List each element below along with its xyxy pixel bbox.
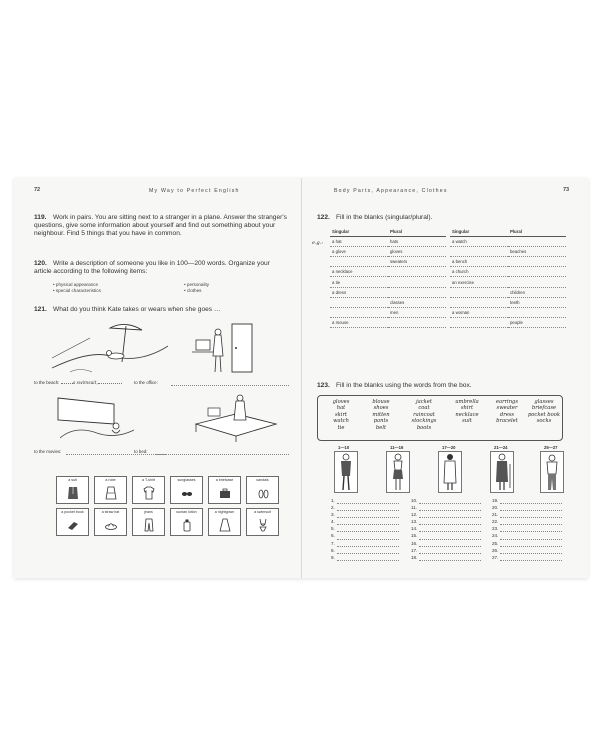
card-nightgown: a nightgown	[208, 508, 241, 536]
card-swimsuit: a swimsuit	[246, 508, 279, 536]
exercise-text: Fill in the blanks (singular/plural).	[336, 214, 433, 221]
exercise-text: Fill in the blanks using the words from the box.	[336, 382, 472, 389]
left-page-number: 72	[34, 187, 41, 193]
word-column: glasses briefcase pocket book socks	[527, 399, 560, 425]
answer-line: 17.	[411, 547, 481, 554]
example-marker: e.g.:	[312, 240, 324, 246]
exercise-number: 121.	[34, 306, 47, 313]
figure-range: 1—10	[338, 445, 350, 450]
figure-range: 21—24	[494, 445, 508, 450]
nightgown-icon	[219, 518, 231, 532]
exercise-number: 119.	[34, 214, 47, 221]
right-page-number: 73	[563, 187, 570, 193]
list-item: • special characteristics	[53, 288, 101, 293]
answer-line: 4.	[331, 518, 399, 525]
beach-illustration	[50, 320, 170, 376]
answer-line: 22.	[492, 518, 562, 525]
woman-skirt-figure	[387, 452, 409, 492]
answer-line: 1.	[331, 497, 399, 504]
table-header-row	[330, 227, 566, 236]
table-row: classes teeth	[330, 297, 566, 307]
answer-lines-col3	[492, 497, 562, 561]
straw-hat-icon	[105, 518, 117, 532]
woman-raincoat-figure	[439, 452, 461, 492]
tshirt-icon	[143, 486, 155, 500]
answer-line: 21.	[492, 511, 562, 518]
sandals-icon	[257, 486, 269, 500]
answer-line	[66, 454, 166, 455]
figure-woman-skirt	[386, 451, 410, 493]
figure-man-suit	[334, 451, 358, 493]
answer-line: 11.	[411, 504, 481, 511]
left-running-header: My Way to Perfect English	[149, 188, 240, 194]
caption-bed: to bed:	[134, 449, 148, 454]
answer-line: 26.	[492, 547, 562, 554]
singular-plural-table	[330, 227, 566, 328]
answer-line: 25.	[492, 540, 562, 547]
exercise-number: 122.	[317, 214, 330, 221]
table-row: a tie an exercise	[330, 277, 566, 287]
briefcase-icon	[219, 486, 231, 500]
table-row: a necklace a church	[330, 267, 566, 277]
answer-line: 27.	[492, 554, 562, 561]
exercise-122	[317, 214, 577, 222]
right-running-header: Body Parts, Appearance, Clothes	[334, 188, 448, 194]
card-sandals: sandals	[246, 476, 279, 504]
list-item: • clothes	[184, 288, 202, 293]
table-row: a glove gloves beaches	[330, 246, 566, 256]
swimsuit-icon	[257, 518, 269, 532]
bed-illustration	[190, 390, 280, 444]
answer-lines-col1	[331, 497, 399, 561]
word-column: jacket coat raincoat stockings boots	[411, 399, 437, 431]
exercise-number: 120.	[34, 260, 47, 267]
column-header: Singular	[450, 227, 508, 236]
column-header: Plural	[508, 227, 566, 236]
answer-line: 13.	[411, 518, 481, 525]
exercise-120	[34, 260, 289, 276]
exercise-number: 123.	[317, 382, 330, 389]
table-row: a dress children	[330, 287, 566, 297]
table-row: men a woman	[330, 308, 566, 318]
figure-man-sweater	[540, 451, 564, 493]
table-row: a hat hats a watch	[330, 236, 566, 246]
figure-woman-umbrella	[490, 451, 514, 493]
movies-illustration	[54, 396, 154, 442]
office-illustration	[190, 320, 260, 376]
answer-lines-col2	[411, 497, 481, 561]
answer-line: 15.	[411, 532, 481, 539]
exercise-121	[34, 306, 289, 314]
card-sunglasses: sunglasses	[170, 476, 203, 504]
figure-range: 17—20	[442, 445, 456, 450]
answer-line: 14.	[411, 525, 481, 532]
card-jeans: jeans	[132, 508, 165, 536]
table-row: sweaters a bench	[330, 257, 566, 267]
item-list-right	[184, 282, 284, 294]
figure-range: 25—27	[544, 445, 558, 450]
card-suit: a suit	[56, 476, 89, 504]
pocket-book-icon	[67, 518, 79, 532]
card-robe: a robe	[94, 476, 127, 504]
word-column: earrings sweater dress bracelet	[495, 399, 519, 425]
exercise-123	[317, 382, 577, 390]
book-spread	[14, 178, 588, 578]
column-header: Plural	[388, 227, 446, 236]
woman-umbrella-figure	[491, 452, 513, 492]
caption-office: to the office:	[134, 380, 158, 385]
answer-line: 7.	[331, 540, 399, 547]
suit-icon	[67, 486, 79, 500]
answer-line: 3.	[331, 511, 399, 518]
word-column: blouse shoes mitten pants belt	[372, 399, 390, 431]
card-tshirt: a T-shirt	[132, 476, 165, 504]
figure-woman-raincoat	[438, 451, 462, 493]
exercise-text: Work in pairs. You are sitting next to a stranger in a plane. Answer the stranger's questions, give some information about yourself and find out something about your neighbour. Find 5 things that you have in common.	[34, 214, 287, 238]
lotion-bottle-icon	[181, 518, 193, 532]
answer-line: 2.	[331, 504, 399, 511]
card-briefcase: a briefcase	[208, 476, 241, 504]
answer-line	[171, 385, 289, 386]
answer-line: 6.	[331, 532, 399, 539]
man-suit-figure	[335, 452, 357, 492]
item-list-left	[53, 282, 163, 294]
table-row: a mouse people	[330, 318, 566, 328]
page-gutter	[301, 178, 302, 578]
answer-line: 20.	[492, 504, 562, 511]
caption-beach: to the beach: a swimsuit,	[34, 380, 122, 386]
answer-line: 23.	[492, 525, 562, 532]
list-item: • personality	[184, 282, 210, 287]
answer-line: 5.	[331, 525, 399, 532]
sunglasses-icon	[181, 486, 193, 500]
answer-line: 16.	[411, 540, 481, 547]
answer-line: 10.	[411, 497, 481, 504]
word-box	[317, 395, 563, 441]
answer-line	[156, 454, 289, 455]
answer-line: 19.	[492, 497, 562, 504]
caption-movies: to the movies:	[34, 449, 62, 454]
man-sweater-figure	[541, 452, 563, 492]
robe-icon	[105, 486, 117, 500]
answer-line: 18.	[411, 554, 481, 561]
exercise-text: What do you think Kate takes or wears when she goes …	[53, 306, 221, 313]
exercise-text: Write a description of someone you like in 100—200 words. Organize your article according to the following items:	[34, 260, 270, 276]
figure-range: 11—16	[390, 445, 404, 450]
answer-line: 8.	[331, 547, 399, 554]
word-column: umbrella shirt necklace suit	[455, 399, 479, 425]
answer-line: 12.	[411, 511, 481, 518]
exercise-119	[34, 214, 289, 239]
jeans-icon	[143, 518, 155, 532]
card-suntan-lotion: suntan lotion	[170, 508, 203, 536]
word-column: gloves hat skirt watch tie	[332, 399, 350, 431]
card-straw-hat: a straw hat	[94, 508, 127, 536]
card-pocket-book: a pocket book	[56, 508, 89, 536]
column-header: Singular	[330, 227, 388, 236]
list-item: • physical appearance	[53, 282, 99, 287]
answer-line: 24.	[492, 532, 562, 539]
answer-line: 9.	[331, 554, 399, 561]
